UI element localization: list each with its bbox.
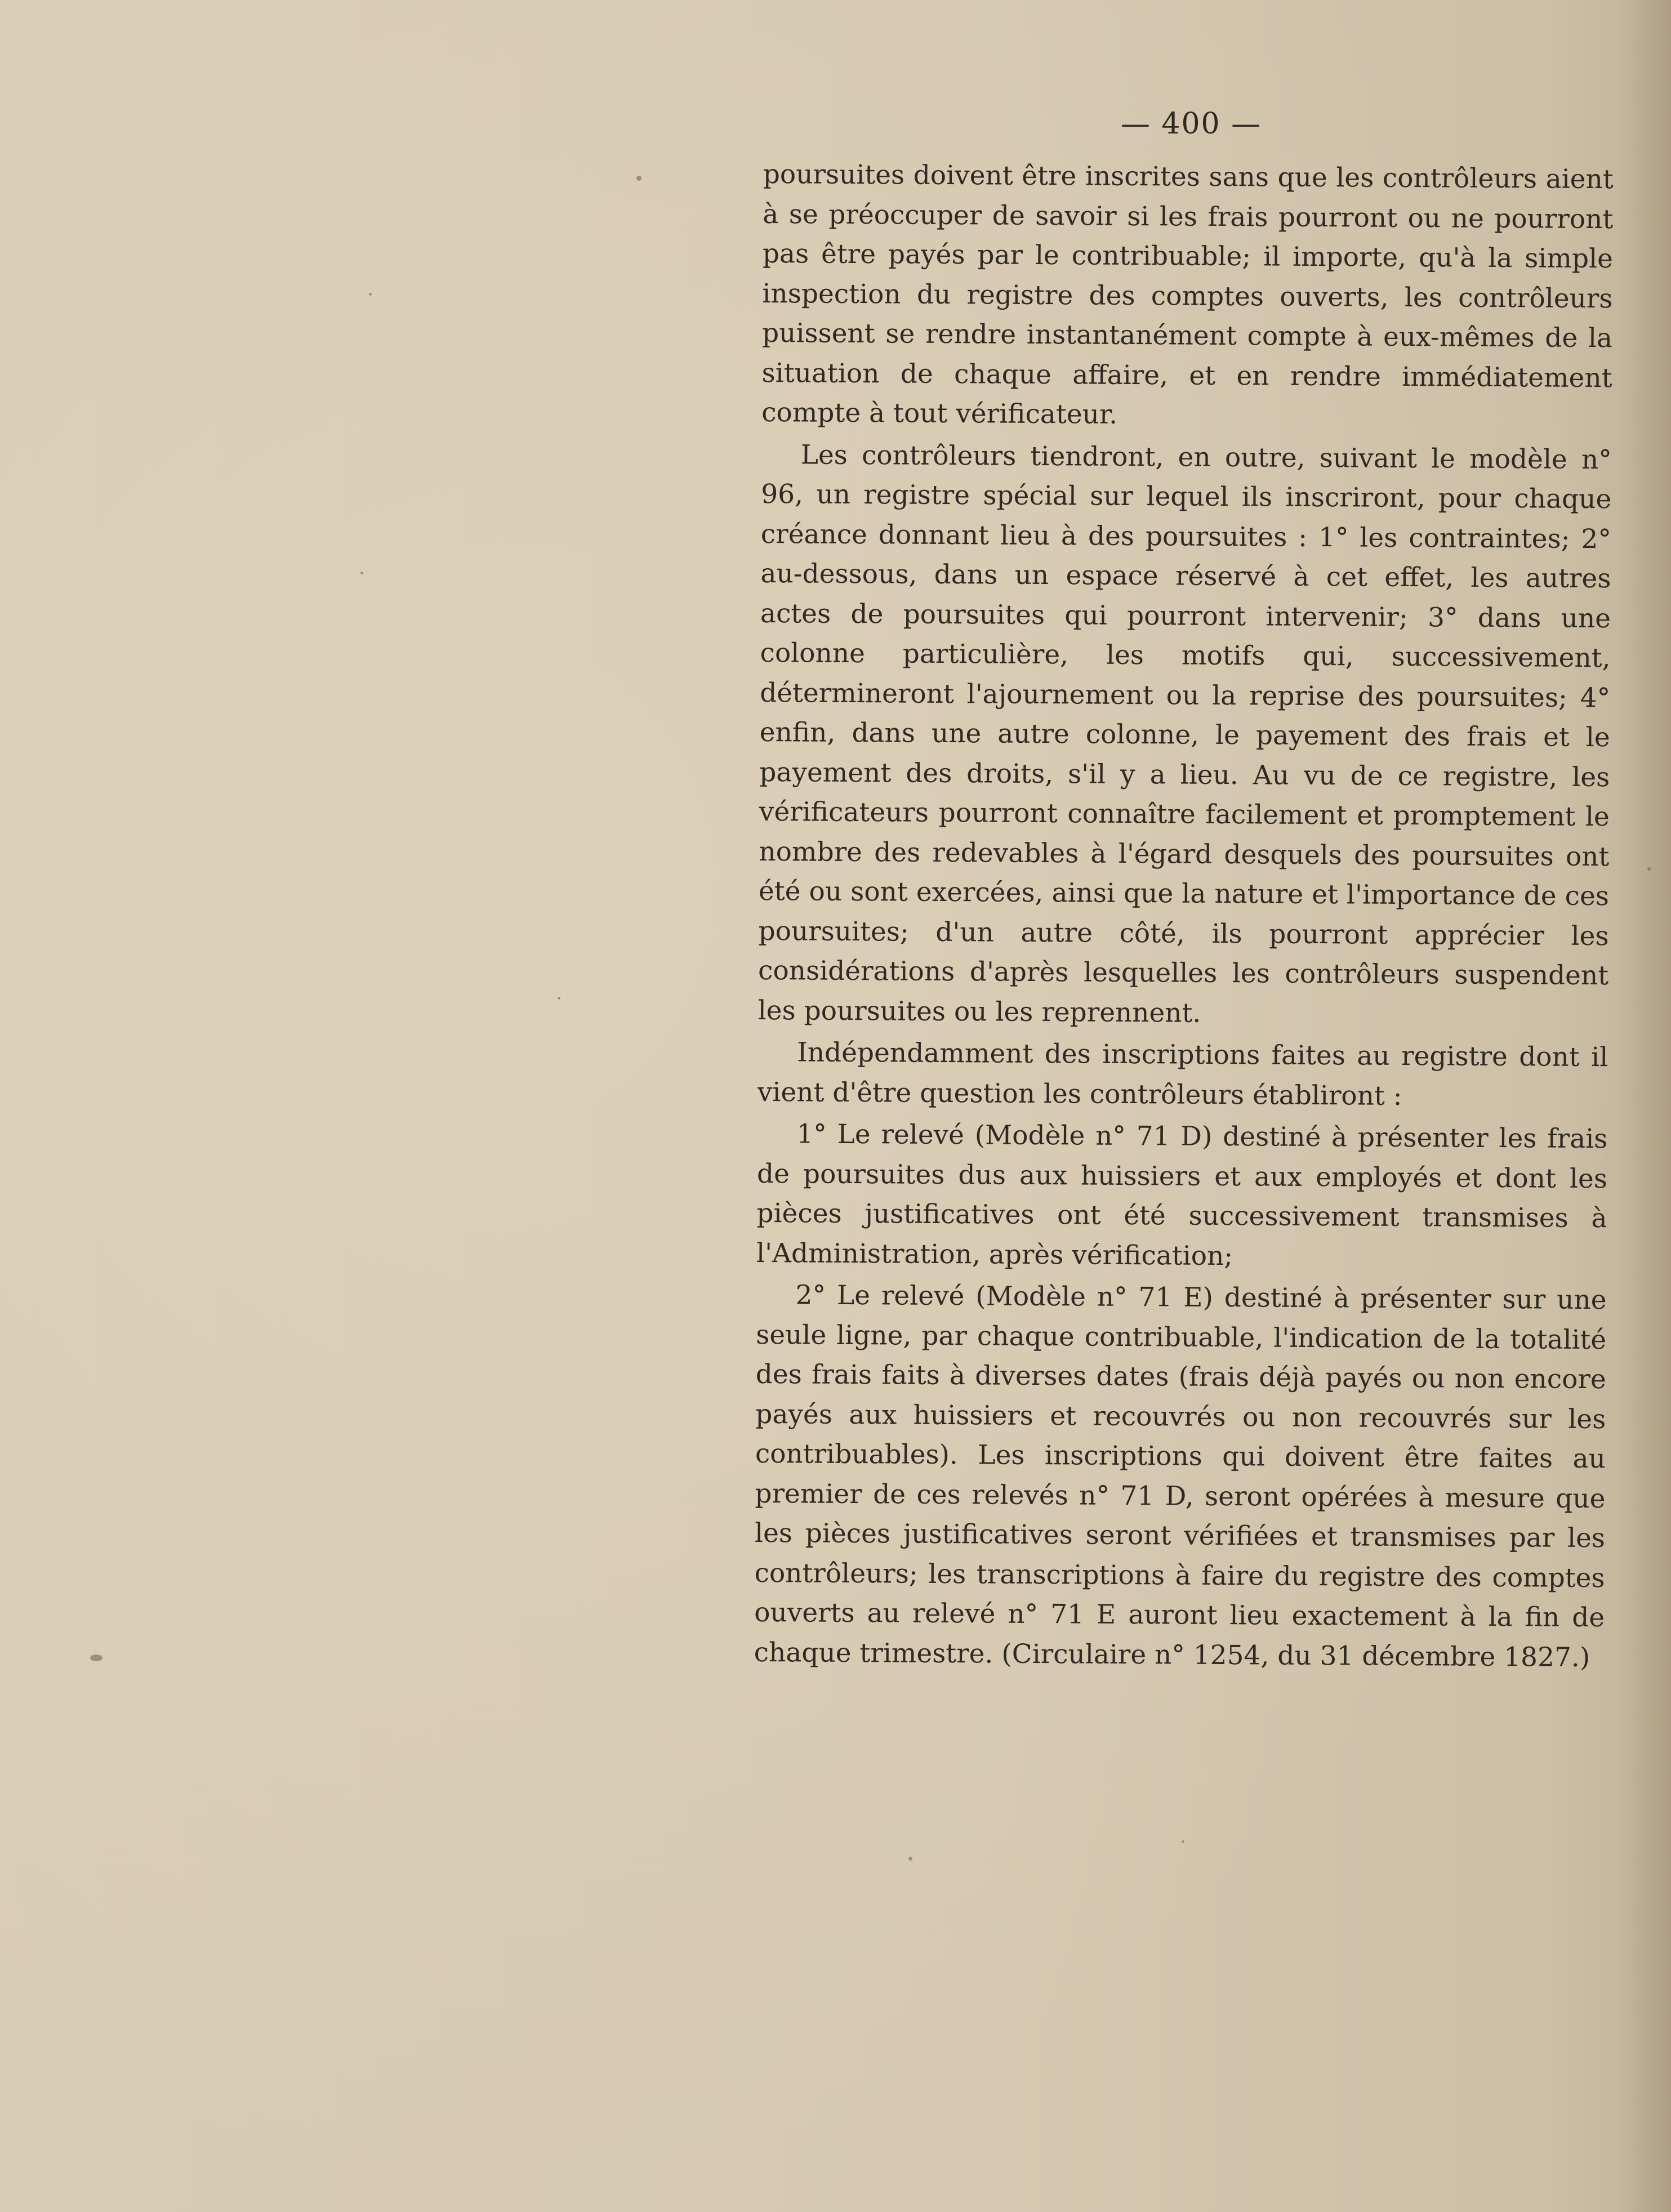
body-text — [754, 155, 1614, 1680]
paper-speck — [90, 1654, 103, 1661]
paragraph-releve-71e: 2° Le relevé (Modèle n° 71 E) destiné à présenter sur une seule ligne, par chaque contribuable, l'indication de la totalité des frais faits à diverses dates (frais déjà payés ou non encore payés aux huissiers et recouvrés ou non recouvrés sur les contribuables). Les inscriptions qui doivent être faites au premier de ces relevés n° 71 D, seront opérées à mesure que les pièces justificatives seront vérifiées et transmises par les contrôleurs; les transcriptions à faire du registre des comptes ouverts au relevé n° 71 E auront lieu exactement à la fin de chaque trimestre. (Circulaire n° 1254, du 31 décembre 1827.) — [754, 1279, 1607, 1673]
paper-speck — [369, 293, 372, 296]
paper-speck — [360, 572, 363, 574]
paper-speck — [1182, 1840, 1184, 1843]
paragraph-independamment: Indépendamment des inscriptions faites au registre dont il vient d'être question les contrôleurs établiront : — [757, 1037, 1608, 1112]
page-number: — 400 — — [1120, 107, 1262, 141]
paper-speck — [636, 176, 641, 181]
paper-speck — [1647, 867, 1651, 871]
paragraph-registre-special: Les contrôleurs tiendront, en outre, suivant le modèle n° 96, un registre spécial sur lequel ils inscriront, pour chaque créance donnant lieu à des poursuites : 1° les contraintes; 2° au-dessous, dans un espace réservé à cet effet, les autres actes de poursuites qui pourront intervenir; 3° dans une colonne particulière, les motifs qui, successivement, détermineront l'ajournement ou la reprise des poursuites; 4° enfin, dans une autre colonne, le payement des frais et le payement des droits, s'il y a lieu. Au vu de ce registre, les vérificateurs pourront connaître facilement et promptement le nombre des redevables à l'égard desquels des poursuites ont été ou sont exercées, ainsi que la nature et l'importance de ces poursuites; d'un autre côté, ils pourront apprécier les considérations d'après lesquelles les contrôleurs suspendent les poursuites ou les reprennent. — [757, 439, 1612, 1029]
page-edge-shadow — [1620, 0, 1671, 2212]
paragraph-continuation: poursuites doivent être inscrites sans que les contrôleurs aient à se préoccuper de savoir si les frais pourront ou ne pourront pas être payés par le contribuable; il importe, qu'à la simple inspection du registre des comptes ouverts, les contrôleurs puissent se rendre instantanément compte à eux-mêmes de la situation de chaque affaire, et en rendre immédiatement compte à tout vérificateur. — [761, 158, 1614, 430]
paragraph-releve-71d: 1° Le relevé (Modèle n° 71 D) destiné à présenter les frais de poursuites dus aux huissiers et aux employés et dont les pièces justificatives ont été successivement transmises à l'Administration, après vérification; — [756, 1118, 1608, 1272]
paper-speck — [558, 997, 560, 1000]
paper-speck — [908, 1857, 912, 1861]
